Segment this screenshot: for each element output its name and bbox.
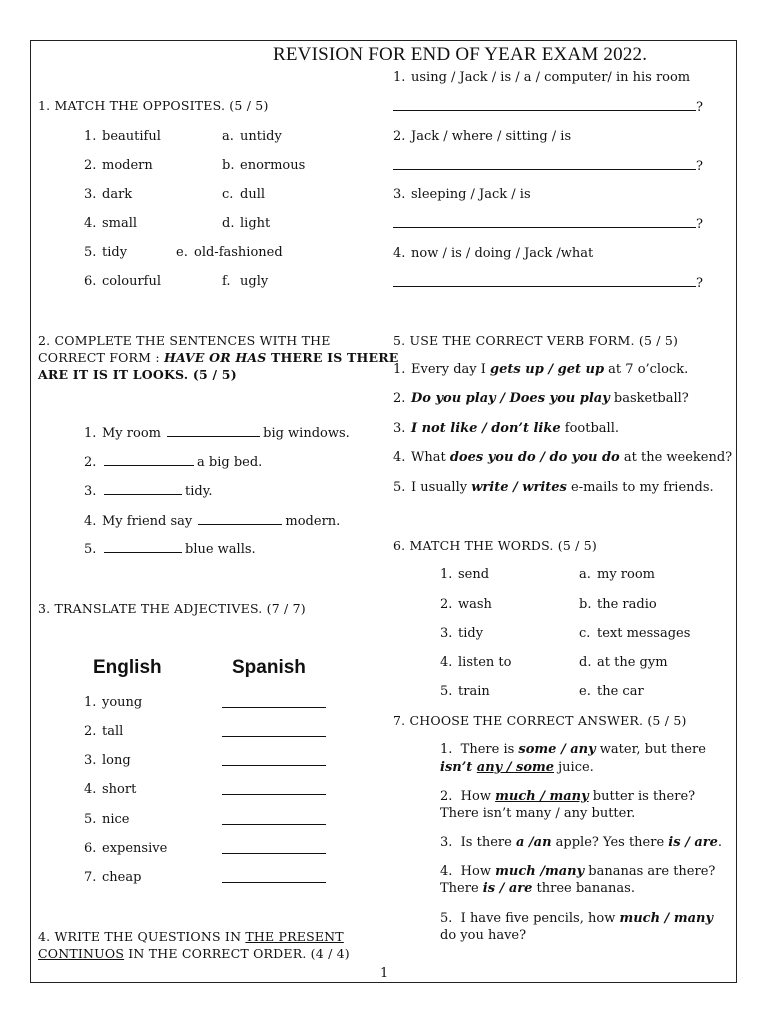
verb-options[interactable] bbox=[490, 362, 604, 377]
item-number: 1. bbox=[440, 567, 453, 582]
item-number: 2. bbox=[84, 455, 97, 470]
item-number: 3. bbox=[393, 187, 406, 202]
adjective-row bbox=[84, 782, 136, 798]
s7-q1-line2: isn’t any / some juice. bbox=[440, 760, 594, 775]
item-word: the car bbox=[597, 684, 644, 699]
adjective-row bbox=[84, 724, 123, 740]
section-6-heading: 6. MATCH THE WORDS. (5 / 5) bbox=[393, 538, 597, 553]
answer-blank[interactable] bbox=[393, 276, 696, 287]
sentence-row bbox=[84, 455, 262, 471]
english-column-header: English bbox=[93, 657, 162, 678]
answer-blank[interactable] bbox=[393, 159, 696, 170]
prompt-words: sleeping / Jack / is bbox=[411, 187, 531, 202]
sentence-start: Every day I bbox=[411, 362, 491, 377]
match-right-item bbox=[579, 626, 690, 642]
verb-sentence bbox=[393, 362, 688, 378]
verb-options[interactable] bbox=[411, 421, 561, 436]
translation-blank[interactable] bbox=[222, 814, 326, 825]
verb-sentence bbox=[393, 421, 619, 437]
s7-q4-line2: There is / are three bananas. bbox=[440, 881, 635, 896]
sentence-end: big windows. bbox=[263, 426, 350, 441]
match-left-item bbox=[440, 626, 483, 642]
adjective-row bbox=[84, 841, 167, 857]
item-word: wash bbox=[458, 597, 492, 612]
item-number: 2. bbox=[84, 158, 97, 173]
section-4-heading-line1: 4. WRITE THE QUESTIONS IN THE PRESENT bbox=[38, 929, 344, 944]
verb-options[interactable] bbox=[450, 450, 620, 465]
s7-q5-line2: do you have? bbox=[440, 928, 527, 943]
sentence-end: at 7 o’clock. bbox=[604, 362, 689, 377]
section-5-heading: 5. USE THE CORRECT VERB FORM. (5 / 5) bbox=[393, 333, 679, 348]
answer-blank[interactable] bbox=[104, 455, 194, 466]
item-letter: d. bbox=[579, 655, 592, 670]
s7-q2-line2: There isn’t many / any butter. bbox=[440, 806, 636, 821]
sentence-end: a big bed. bbox=[197, 455, 263, 470]
item-word: colourful bbox=[102, 274, 162, 289]
question-mark: ? bbox=[696, 217, 703, 232]
item-number: 5. bbox=[393, 480, 406, 495]
item-number: 2. bbox=[393, 129, 406, 144]
item-number: 4. bbox=[440, 655, 453, 670]
sentence-end: tidy. bbox=[185, 484, 213, 499]
translation-blank[interactable] bbox=[222, 872, 326, 883]
verb-sentence bbox=[393, 391, 689, 407]
match-right-item bbox=[579, 567, 655, 583]
item-number: 2. bbox=[84, 724, 97, 739]
item-number: 6. bbox=[84, 841, 97, 856]
verb-options-text: gets up / get up bbox=[490, 362, 605, 377]
item-number: 4. bbox=[393, 450, 406, 465]
item-word: my room bbox=[597, 567, 655, 582]
sentence-row bbox=[84, 484, 212, 500]
sentence-start: My room bbox=[102, 426, 161, 441]
item-number: 2. bbox=[393, 391, 406, 406]
s7-q2-line1: 2. How much / many butter is there? bbox=[440, 789, 696, 804]
item-number: 1. bbox=[393, 70, 406, 85]
adjective-word: long bbox=[102, 753, 131, 768]
sentence-end: modern. bbox=[285, 514, 341, 529]
item-letter: a. bbox=[579, 567, 591, 582]
item-word: at the gym bbox=[597, 655, 668, 670]
match-right-item bbox=[176, 245, 283, 261]
question-mark: ? bbox=[696, 100, 703, 115]
item-number: 1. bbox=[84, 129, 97, 144]
answer-line[interactable] bbox=[393, 100, 703, 116]
item-word: send bbox=[458, 567, 490, 582]
item-word: dark bbox=[102, 187, 133, 202]
item-word: beautiful bbox=[102, 129, 161, 144]
question-prompt bbox=[393, 70, 690, 86]
item-number: 7. bbox=[84, 870, 97, 885]
item-number: 4. bbox=[393, 246, 406, 261]
item-number: 1. bbox=[84, 695, 97, 710]
item-word: dull bbox=[240, 187, 266, 202]
s7-q5-line1: 5. I have five pencils, how much / many bbox=[440, 911, 714, 926]
item-letter: b. bbox=[222, 158, 235, 173]
page-number: 1 bbox=[380, 966, 389, 981]
item-word: the radio bbox=[597, 597, 657, 612]
question-mark: ? bbox=[696, 276, 703, 291]
translation-blank[interactable] bbox=[222, 843, 326, 854]
item-number: 5. bbox=[84, 542, 97, 557]
answer-blank[interactable] bbox=[198, 514, 282, 525]
item-letter: e. bbox=[579, 684, 591, 699]
item-word: listen to bbox=[458, 655, 512, 670]
match-left-item bbox=[84, 129, 161, 145]
item-number: 4. bbox=[84, 782, 97, 797]
sentence-end: blue walls. bbox=[185, 542, 256, 557]
verb-sentence bbox=[393, 480, 714, 496]
sentence-row bbox=[84, 426, 350, 442]
match-left-item bbox=[84, 187, 132, 203]
item-number: 3. bbox=[393, 421, 406, 436]
match-left-item bbox=[84, 274, 161, 290]
sentence-end: at the weekend? bbox=[619, 450, 733, 465]
section-2-heading-line1: 2. COMPLETE THE SENTENCES WITH THE bbox=[38, 333, 331, 348]
answer-line[interactable] bbox=[393, 276, 703, 292]
item-number: 5. bbox=[440, 684, 453, 699]
item-word: text messages bbox=[597, 626, 691, 641]
item-number: 5. bbox=[84, 812, 97, 827]
verb-sentence bbox=[393, 450, 732, 466]
translation-blank[interactable] bbox=[222, 726, 326, 737]
sentence-row bbox=[84, 514, 340, 530]
sentence-end: e-mails to my friends. bbox=[566, 480, 714, 495]
s7-q1-line1: 1. There is some / any water, but there bbox=[440, 742, 706, 757]
question-mark: ? bbox=[696, 159, 703, 174]
s7-q3: 3. Is there a /an apple? Yes there is / are. bbox=[440, 835, 723, 850]
match-left-item bbox=[440, 597, 492, 613]
match-left-item bbox=[84, 245, 127, 261]
verb-options-text: write / writes bbox=[471, 480, 567, 495]
match-right-item bbox=[222, 274, 268, 290]
item-word: enormous bbox=[240, 158, 306, 173]
match-right-item bbox=[579, 597, 657, 613]
match-left-item bbox=[84, 216, 137, 232]
prompt-words: using / Jack / is / a / computer/ in his room bbox=[411, 70, 691, 85]
adjective-word: expensive bbox=[102, 841, 168, 856]
translation-blank[interactable] bbox=[222, 755, 326, 766]
item-letter: a. bbox=[222, 129, 234, 144]
item-number: 3. bbox=[84, 484, 97, 499]
s7-q4-line1: 4. How much /many bananas are there? bbox=[440, 864, 716, 879]
item-letter: b. bbox=[579, 597, 592, 612]
verb-options-text: I not like / don’t like bbox=[411, 421, 561, 436]
item-word: modern bbox=[102, 158, 153, 173]
item-number: 2. bbox=[440, 597, 453, 612]
adjective-word: cheap bbox=[102, 870, 142, 885]
match-right-item bbox=[579, 684, 644, 700]
match-left-item bbox=[84, 158, 153, 174]
section-1-heading: 1. MATCH THE OPPOSITES. (5 / 5) bbox=[38, 98, 269, 113]
item-number: 5. bbox=[84, 245, 97, 260]
page-title: REVISION FOR END OF YEAR EXAM 2022. bbox=[273, 44, 648, 65]
verb-options[interactable] bbox=[471, 480, 567, 495]
section-2-heading-line2: CORRECT FORM : HAVE OR HAS THERE IS THERE bbox=[38, 350, 399, 365]
sentence-row bbox=[84, 542, 256, 558]
sentence-start: My friend say bbox=[102, 514, 193, 529]
sentence-end: football. bbox=[560, 421, 619, 436]
answer-blank[interactable] bbox=[104, 484, 182, 495]
answer-line[interactable] bbox=[393, 159, 703, 175]
sentence-start: What bbox=[411, 450, 450, 465]
verb-options-text: Do you play / Does you play bbox=[411, 391, 610, 406]
question-prompt bbox=[393, 187, 531, 203]
item-letter: c. bbox=[579, 626, 591, 641]
item-number: 4. bbox=[84, 514, 97, 529]
match-left-item bbox=[440, 684, 490, 700]
adjective-word: nice bbox=[102, 812, 130, 827]
sentence-end: basketball? bbox=[609, 391, 689, 406]
verb-options[interactable] bbox=[411, 391, 610, 406]
adjective-word: tall bbox=[102, 724, 124, 739]
match-left-item bbox=[440, 655, 511, 671]
item-word: ugly bbox=[240, 274, 269, 289]
section-2-heading-line3: ARE IT IS IT LOOKS. (5 / 5) bbox=[38, 367, 237, 382]
item-number: 4. bbox=[84, 216, 97, 231]
item-letter: c. bbox=[222, 187, 234, 202]
item-word: small bbox=[102, 216, 138, 231]
match-right-item bbox=[222, 129, 282, 145]
adjective-row bbox=[84, 753, 131, 769]
adjective-word: young bbox=[102, 695, 143, 710]
item-letter: d. bbox=[222, 216, 235, 231]
item-word: light bbox=[240, 216, 271, 231]
item-letter: f. bbox=[222, 274, 231, 289]
translation-blank[interactable] bbox=[222, 784, 326, 795]
prompt-words: Jack / where / sitting / is bbox=[411, 129, 572, 144]
translation-blank[interactable] bbox=[222, 697, 326, 708]
answer-blank[interactable] bbox=[167, 426, 260, 437]
match-right-item bbox=[222, 187, 265, 203]
item-letter: e. bbox=[176, 245, 188, 260]
question-prompt bbox=[393, 129, 571, 145]
section-4-heading-line2: CONTINUOS IN THE CORRECT ORDER. (4 / 4) bbox=[38, 946, 350, 961]
adjective-row bbox=[84, 870, 141, 886]
item-word: old-fashioned bbox=[194, 245, 283, 260]
item-number: 3. bbox=[84, 187, 97, 202]
sentence-start: I usually bbox=[411, 480, 472, 495]
item-number: 3. bbox=[440, 626, 453, 641]
match-right-item bbox=[222, 216, 270, 232]
adjective-row bbox=[84, 695, 142, 711]
item-number: 3. bbox=[84, 753, 97, 768]
item-word: tidy bbox=[102, 245, 128, 260]
section-3-heading: 3. TRANSLATE THE ADJECTIVES. (7 / 7) bbox=[38, 601, 306, 616]
item-number: 1. bbox=[84, 426, 97, 441]
item-word: untidy bbox=[240, 129, 282, 144]
answer-blank[interactable] bbox=[393, 100, 696, 111]
adjective-word: short bbox=[102, 782, 137, 797]
answer-blank[interactable] bbox=[393, 217, 696, 228]
answer-line[interactable] bbox=[393, 217, 703, 233]
match-left-item bbox=[440, 567, 489, 583]
answer-blank[interactable] bbox=[104, 542, 182, 553]
item-word: tidy bbox=[458, 626, 484, 641]
item-number: 6. bbox=[84, 274, 97, 289]
section-7-heading: 7. CHOOSE THE CORRECT ANSWER. (5 / 5) bbox=[393, 713, 687, 728]
match-right-item bbox=[222, 158, 305, 174]
item-number: 1. bbox=[393, 362, 406, 377]
question-prompt bbox=[393, 246, 593, 262]
prompt-words: now / is / doing / Jack /what bbox=[411, 246, 594, 261]
match-right-item bbox=[579, 655, 668, 671]
spanish-column-header: Spanish bbox=[232, 657, 306, 678]
item-word: train bbox=[458, 684, 490, 699]
adjective-row bbox=[84, 812, 130, 828]
verb-options-text: does you do / do you do bbox=[449, 450, 620, 465]
